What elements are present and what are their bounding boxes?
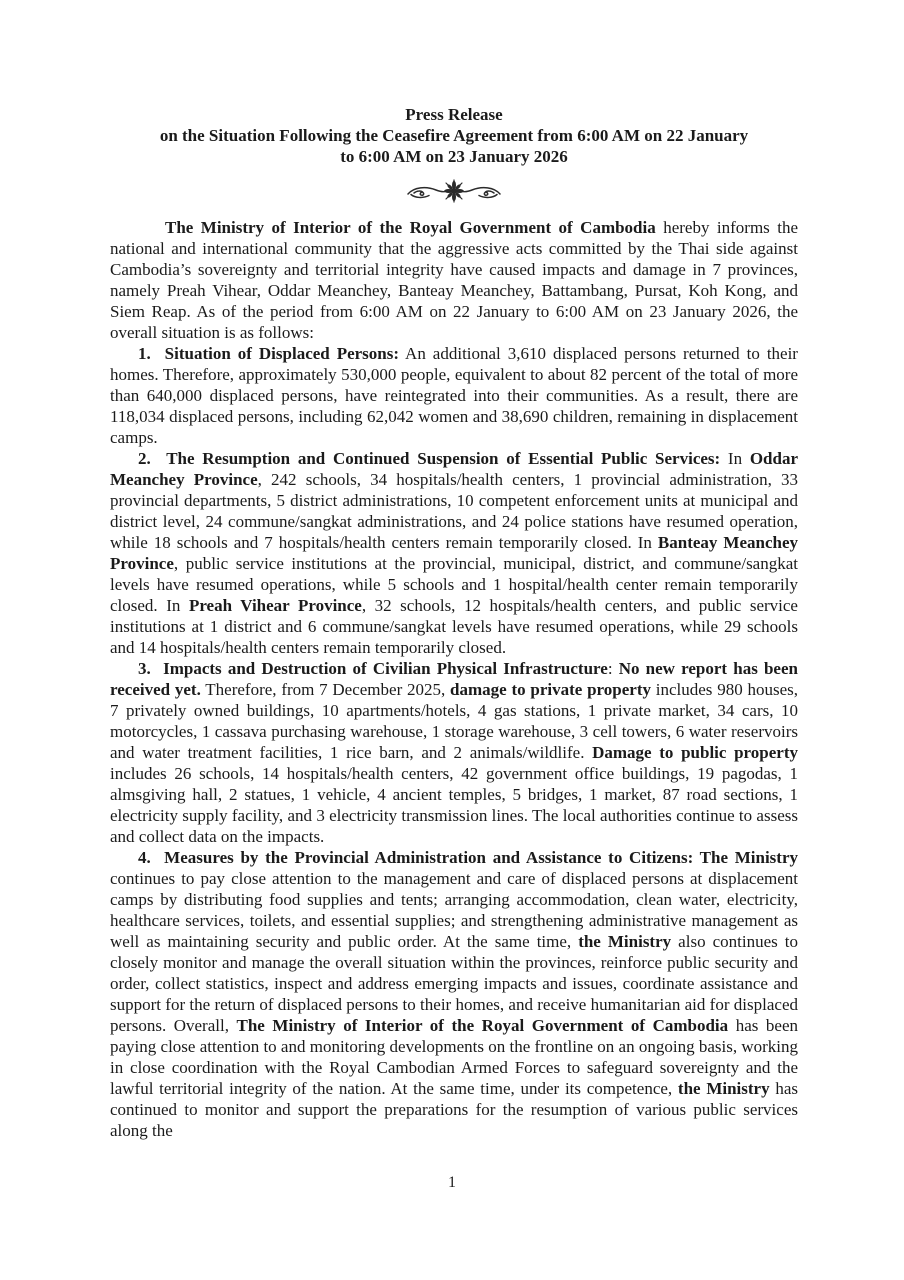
text-run: , 242 schools, 34 hospitals/health centers, 1 provincial administration, 33 provincial departments, 5 district administrations, 10 competent enforcement units at municipal and district level, 24 commune/sangkat administrations, and 24 police stations have resumed operation, while 18 schools and 7 hospitals/health centers remain temporarily closed. In [110,470,798,552]
text-run: 2. The Resumption and Continued Suspension of Essential Public Services: [138,449,721,468]
text-run: The Ministry of Interior of the Royal Government of Cambodia [165,218,656,237]
title-line-2: on the Situation Following the Ceasefire Agreement from 6:00 AM on 22 January [159,126,749,145]
ornament-divider [110,178,798,204]
text-run: 4. Measures by the Provincial Administration and Assistance to Citizens: The Ministry [138,848,798,867]
text-run: : [607,659,619,678]
text-run: the Ministry [677,1079,770,1098]
text-run: includes 26 schools, 14 hospitals/health centers, 42 government office buildings, 19 pagodas, 1 almsgiving hall, 2 statues, 1 vehicle, 4 ancient temples, 5 bridges, 1 market, 87 road sections, 1 electricity supply facility, and 3 electricity transmission lines. The local authorities continue to assess and collect data on the impacts. [110,764,798,846]
text-run: hereby informs the national and international community that the aggressive acts committed by the Thai side against Cambodia’s sovereignty and territorial integrity have caused impacts and damage in 7 provinces, namely Preah Vihear, Oddar Meanchey, Banteay Meanchey, Battambang, Pursat, Koh Kong, and Siem Reap. As of the period from 6:00 AM on 22 January to 6:00 AM on 23 January 2026, the overall situation is as follows: [110,218,799,342]
text-run: An additional 3,610 displaced persons returned to their homes. Therefore, approximately 530,000 people, equivalent to about 82 percent of the total of more than 640,000 displaced persons, have reintegrated into their communities. As a result, there are 118,034 displaced persons, including 62,042 women and 38,690 children, remaining in displacement camps. [110,344,798,447]
text-run: the Ministry [578,932,672,951]
text-run: Preah Vihear Province [188,596,362,615]
document-title [110,104,798,167]
item-2-public-services [110,448,798,658]
text-run: 1. Situation of Displaced Persons: [138,344,400,363]
floral-divider-icon [404,178,504,204]
text-run: also continues to closely monitor and manage the overall situation within the provinces, reinforce public security and order, collect statistics, inspect and address emerging impacts and issues, coordinate assistance and support for the return of displaced persons to their homes, and receive humanitarian aid for displaced persons. Overall, [110,932,798,1035]
item-4-measures-assistance [110,847,798,1141]
document-content [110,104,798,1141]
title-line-1: Press Release [405,105,503,124]
item-3-infrastructure-damage [110,658,798,847]
text-run: Damage to public property [592,743,798,762]
text-run: has been paying close attention to and monitoring developments on the frontline on an ongoing basis, working in close coordination with the Royal Cambodian Armed Forces to safeguard sovereignty and the lawful territorial integrity of the nation. At the same time, under its competence, [110,1016,798,1098]
text-run: In [720,449,750,468]
text-run: No new report has been received yet. [110,659,798,699]
item-1-displaced-persons [110,343,798,448]
text-run: , 32 schools, 12 hospitals/health centers, and public service institutions at 1 district and 6 commune/sangkat levels have resumed operations, while 29 schools and 14 hospitals/health centers remain temporarily closed. [110,596,798,657]
text-run: Oddar Meanchey Province [110,449,798,489]
text-run: 3. Impacts and Destruction of Civilian Physical Infrastructure [138,659,608,678]
text-run: includes 980 houses, 7 privately owned buildings, 10 apartments/hotels, 4 gas stations, 1 private market, 34 cars, 10 motorcycles, 1 cassava purchasing warehouse, 1 storage warehouse, 3 cell towers, 6 water reservoirs and water treatment facilities, 1 rice barn, and 2 animals/wildlife. [110,680,798,762]
text-run: , public service institutions at the provincial, municipal, district, and commune/sangkat levels have resumed operations, while 5 schools and 1 hospital/health center remain temporarily closed. In [110,554,798,615]
intro-paragraph [110,217,798,343]
text-run: Therefore, from 7 December 2025, [200,680,451,699]
text-run: The Ministry of Interior of the Royal Government of Cambodia [236,1016,729,1035]
page-number: 1 [448,1174,456,1191]
title-line-3: to 6:00 AM on 23 January 2026 [340,147,568,166]
text-run: has continued to monitor and support the preparations for the resumption of various public services along the [110,1079,798,1140]
text-run: damage to private property [450,680,651,699]
text-run: Banteay Meanchey Province [110,533,798,573]
text-run: continues to pay close attention to the management and care of displaced persons at displacement camps by distributing food supplies and tents; arranging accommodation, clean water, electricity, healthcare services, toilets, and essential supplies; and strengthening administrative management as well as maintaining security and public order. At the same time, [110,869,798,951]
